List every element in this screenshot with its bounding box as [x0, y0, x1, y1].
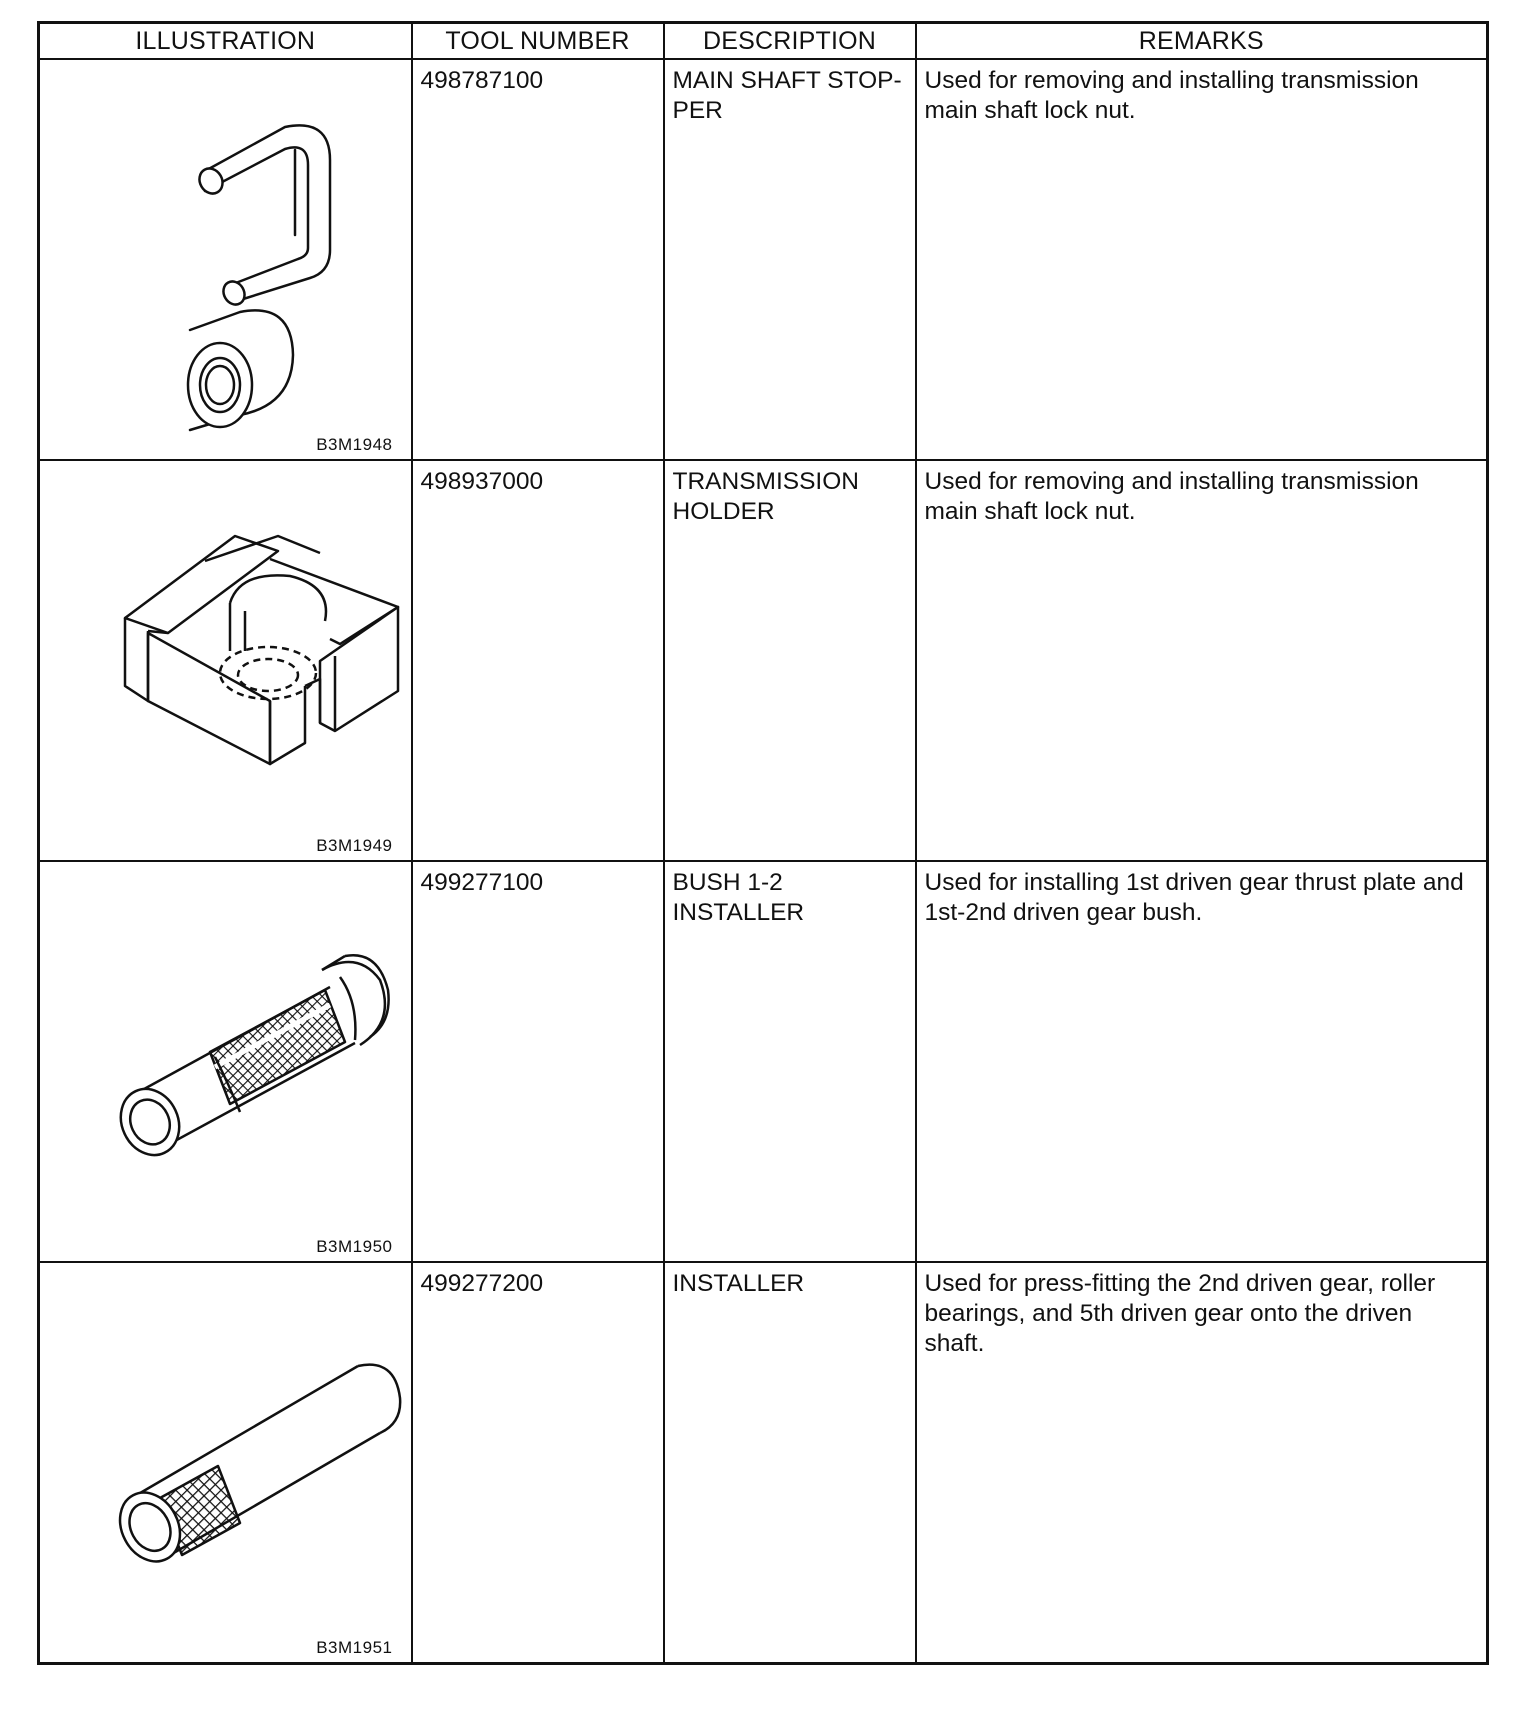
table-header-row — [39, 23, 1488, 60]
tool-number: 498937000 — [420, 468, 544, 495]
description-cell — [664, 460, 916, 861]
figure-code: B3M1950 — [316, 1237, 393, 1256]
tool-number-cell — [412, 861, 664, 1262]
description: TRANSMISSION HOLDER — [672, 468, 859, 525]
tool-number: 498787100 — [420, 67, 544, 94]
figure-code: B3M1951 — [316, 1638, 393, 1657]
tool-number-cell — [412, 460, 664, 861]
main-shaft-stopper-icon — [40, 60, 413, 459]
remarks-cell — [916, 460, 1488, 861]
table-row — [39, 59, 1488, 460]
illustration-cell — [39, 1262, 412, 1664]
remarks-cell — [916, 59, 1488, 460]
illustration-cell — [39, 460, 412, 861]
table-row — [39, 460, 1488, 861]
header-illustration: ILLUSTRATION — [39, 23, 412, 60]
bush-installer-icon — [40, 862, 413, 1261]
remarks-cell — [916, 1262, 1488, 1664]
tool-number-cell — [412, 59, 664, 460]
remarks: Used for removing and installing transmission main shaft lock nut. — [924, 67, 1419, 124]
description: MAIN SHAFT STOP- PER — [672, 67, 902, 124]
tool-number-cell — [412, 1262, 664, 1664]
installer-icon — [40, 1263, 413, 1662]
header-description: DESCRIPTION — [664, 23, 916, 60]
remarks-cell — [916, 861, 1488, 1262]
transmission-holder-icon — [40, 461, 413, 860]
tool-number: 499277200 — [420, 1270, 544, 1297]
description: INSTALLER — [672, 1270, 805, 1297]
remarks: Used for installing 1st driven gear thrust plate and 1st-2nd driven gear bush. — [924, 869, 1464, 926]
header-tool-number: TOOL NUMBER — [412, 23, 664, 60]
description-cell — [664, 861, 916, 1262]
remarks: Used for removing and installing transmission main shaft lock nut. — [924, 468, 1419, 525]
figure-code: B3M1949 — [316, 836, 393, 855]
header-remarks: REMARKS — [916, 23, 1488, 60]
description-cell — [664, 1262, 916, 1664]
illustration-cell — [39, 59, 412, 460]
table-row — [39, 1262, 1488, 1664]
tool-number: 499277100 — [420, 869, 544, 896]
remarks: Used for press-fitting the 2nd driven gear, roller bearings, and 5th driven gear onto the driven shaft. — [924, 1270, 1436, 1357]
table-row — [39, 861, 1488, 1262]
special-tools-table — [37, 21, 1489, 1665]
figure-code: B3M1948 — [316, 435, 393, 454]
description-cell — [664, 59, 916, 460]
illustration-cell — [39, 861, 412, 1262]
description: BUSH 1-2 INSTALLER — [672, 869, 805, 926]
